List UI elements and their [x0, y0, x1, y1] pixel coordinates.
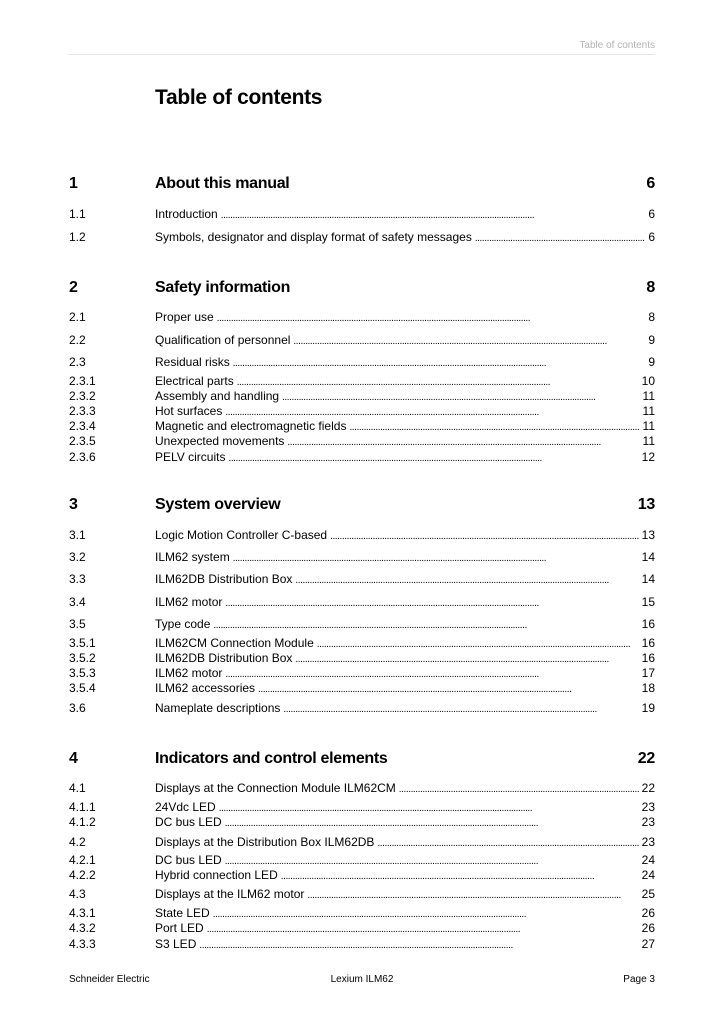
- chapter-number: 4: [69, 750, 78, 767]
- chapter-page: 6: [646, 175, 655, 192]
- entry-line: [155, 528, 655, 544]
- entry-title: ILM62DB Distribution Box: [155, 572, 293, 586]
- dot-leader: [317, 636, 639, 652]
- entry-number: 3.2: [69, 550, 86, 564]
- toc-entry[interactable]: [69, 404, 655, 419]
- entry-line: [155, 815, 655, 831]
- entry-number: 3.4: [69, 595, 86, 609]
- dot-leader: [199, 937, 638, 953]
- dot-leader: [307, 887, 638, 903]
- entry-page: 24: [641, 868, 655, 882]
- entry-page: 12: [641, 450, 655, 464]
- entry-number: 4.1.2: [69, 815, 96, 829]
- entry-title: DC bus LED: [155, 815, 222, 829]
- entry-number: 4.3.2: [69, 921, 96, 935]
- toc-entry[interactable]: [69, 868, 655, 883]
- dot-leader: [349, 419, 639, 435]
- entry-page: 16: [641, 617, 655, 631]
- chapter-page: 22: [637, 750, 655, 767]
- dot-leader: [295, 572, 638, 588]
- toc-entry[interactable]: [69, 450, 655, 465]
- entry-line: [155, 701, 655, 717]
- entry-title: Unexpected movements: [155, 434, 285, 448]
- dot-leader: [295, 651, 638, 667]
- entry-number: 4.2: [69, 835, 86, 849]
- toc-entry[interactable]: [69, 310, 655, 325]
- entry-line: [155, 374, 655, 390]
- entry-title: 24Vdc LED: [155, 800, 216, 814]
- entry-page: 6: [648, 207, 655, 221]
- toc-entry[interactable]: [69, 815, 655, 830]
- entry-page: 26: [641, 921, 655, 935]
- dot-leader: [287, 434, 639, 450]
- entry-line: [155, 868, 655, 884]
- entry-number: 4.2.2: [69, 868, 96, 882]
- entry-line: [155, 617, 655, 633]
- entry-line: [155, 651, 655, 667]
- entry-page: 8: [648, 310, 655, 324]
- entry-line: [155, 450, 655, 466]
- dot-leader: [225, 404, 639, 420]
- entry-number: 4.3.1: [69, 906, 96, 920]
- entry-title: Magnetic and electromagnetic fields: [155, 419, 347, 433]
- dot-leader: [225, 815, 639, 831]
- entry-number: 2.3.1: [69, 374, 96, 388]
- footer-company: Schneider Electric: [69, 974, 150, 985]
- entry-line: [155, 937, 655, 953]
- entry-page: 27: [641, 937, 655, 951]
- dot-leader: [225, 666, 638, 682]
- entry-line: [155, 853, 655, 869]
- entry-line: [155, 207, 655, 223]
- dot-leader: [377, 835, 638, 851]
- entry-line: [155, 404, 655, 420]
- entry-number: 2.3.2: [69, 389, 96, 403]
- entry-title: ILM62 motor: [155, 595, 223, 609]
- toc-entry[interactable]: [69, 333, 655, 348]
- entry-number: 2.2: [69, 333, 86, 347]
- toc-entry[interactable]: [69, 434, 655, 449]
- entry-page: 6: [648, 230, 655, 244]
- entry-number: 2.3: [69, 355, 86, 369]
- toc-chapter[interactable]: [69, 750, 655, 772]
- chapter-title: Safety information: [155, 279, 291, 296]
- chapter-title: Indicators and control elements: [155, 750, 388, 767]
- dot-leader: [225, 853, 639, 869]
- toc-entry[interactable]: [69, 572, 655, 587]
- toc-entry[interactable]: [69, 887, 655, 902]
- dot-leader: [233, 355, 646, 371]
- entry-page: 9: [648, 355, 655, 369]
- entry-line: [155, 887, 655, 903]
- entry-page: 23: [641, 835, 655, 849]
- toc-entry[interactable]: [69, 617, 655, 632]
- toc-entry[interactable]: [69, 207, 655, 222]
- dot-leader: [217, 310, 646, 326]
- chapter-page: 8: [646, 279, 655, 296]
- entry-page: 11: [642, 434, 655, 448]
- entry-title: Displays at the ILM62 motor: [155, 887, 305, 901]
- toc-entry[interactable]: [69, 681, 655, 696]
- toc-entry[interactable]: [69, 355, 655, 370]
- chapter-number: 2: [69, 279, 78, 296]
- dot-leader: [293, 333, 645, 349]
- entry-line: [155, 666, 655, 682]
- toc-entry[interactable]: [69, 666, 655, 681]
- chapter-title: About this manual: [155, 175, 290, 192]
- entry-number: 4.2.1: [69, 853, 96, 867]
- entry-title: ILM62 accessories: [155, 681, 256, 695]
- entry-page: 18: [641, 681, 655, 695]
- dot-leader: [283, 701, 638, 717]
- dot-leader: [475, 230, 645, 246]
- toc-entry[interactable]: [69, 595, 655, 610]
- entry-title: Residual risks: [155, 355, 230, 369]
- entry-page: 10: [641, 374, 655, 388]
- toc-entry[interactable]: [69, 636, 655, 651]
- entry-line: [155, 333, 655, 349]
- entry-page: 14: [641, 572, 655, 586]
- entry-title: Logic Motion Controller C-based: [155, 528, 328, 542]
- entry-number: 4.1: [69, 781, 86, 795]
- entry-title: State LED: [155, 906, 210, 920]
- entry-number: 3.5.3: [69, 666, 96, 680]
- toc-entry[interactable]: [69, 853, 655, 868]
- entry-page: 26: [641, 906, 655, 920]
- toc-chapter[interactable]: [69, 279, 655, 301]
- entry-title: Port LED: [155, 921, 204, 935]
- toc-entry[interactable]: [69, 389, 655, 404]
- entry-title: Electrical parts: [155, 374, 234, 388]
- entry-page: 9: [648, 333, 655, 347]
- dot-leader: [228, 450, 638, 466]
- chapter-number: 1: [69, 175, 78, 192]
- entry-number: 4.3.3: [69, 937, 96, 951]
- entry-title: Nameplate descriptions: [155, 701, 281, 715]
- toc-chapter[interactable]: [69, 496, 655, 518]
- entry-page: 23: [641, 800, 655, 814]
- entry-number: 2.3.5: [69, 434, 96, 448]
- entry-title: Proper use: [155, 310, 214, 324]
- entry-line: [155, 781, 655, 797]
- page-title: Table of contents: [155, 86, 323, 109]
- toc-entry[interactable]: [69, 419, 655, 434]
- toc-entry[interactable]: [69, 651, 655, 666]
- chapter-number: 3: [69, 496, 78, 513]
- dot-leader: [330, 528, 639, 544]
- entry-line: [155, 636, 655, 652]
- entry-number: 3.5.4: [69, 681, 96, 695]
- dot-leader: [225, 595, 638, 611]
- entry-title: ILM62 motor: [155, 666, 223, 680]
- entry-number: 3.5: [69, 617, 86, 631]
- entry-page: 11: [642, 404, 655, 418]
- entry-page: 16: [641, 636, 655, 650]
- entry-page: 22: [641, 781, 655, 795]
- toc-entry[interactable]: [69, 550, 655, 565]
- entry-title: Symbols, designator and display format of safety messages: [155, 230, 472, 244]
- entry-line: [155, 921, 655, 937]
- entry-page: 23: [641, 815, 655, 829]
- footer-page-number: Page 3: [623, 974, 655, 985]
- entry-title: Type code: [155, 617, 211, 631]
- toc-entry[interactable]: [69, 835, 655, 850]
- entry-title: ILM62CM Connection Module: [155, 636, 314, 650]
- dot-leader: [221, 207, 646, 223]
- toc-entry[interactable]: [69, 781, 655, 796]
- entry-title: S3 LED: [155, 937, 197, 951]
- entry-title: Displays at the Distribution Box ILM62DB: [155, 835, 375, 849]
- entry-title: Assembly and handling: [155, 389, 280, 403]
- header-divider: [69, 54, 655, 55]
- running-header: Table of contents: [579, 40, 655, 51]
- entry-title: Qualification of personnel: [155, 333, 291, 347]
- dot-leader: [207, 921, 639, 937]
- entry-number: 4.1.1: [69, 800, 96, 814]
- toc-chapter[interactable]: [69, 175, 655, 197]
- page-footer: [69, 974, 655, 988]
- entry-title: Displays at the Connection Module ILM62CM: [155, 781, 396, 795]
- entry-title: ILM62 system: [155, 550, 230, 564]
- dot-leader: [213, 617, 638, 633]
- entry-page: 25: [641, 887, 655, 901]
- entry-line: [155, 800, 655, 816]
- entry-line: [155, 835, 655, 851]
- entry-line: [155, 419, 655, 435]
- entry-number: 3.6: [69, 701, 86, 715]
- entry-title: DC bus LED: [155, 853, 222, 867]
- entry-number: 3.5.2: [69, 651, 96, 665]
- chapter-page: 13: [637, 496, 655, 513]
- entry-number: 4.3: [69, 887, 86, 901]
- toc-entry[interactable]: [69, 921, 655, 936]
- entry-title: Introduction: [155, 207, 218, 221]
- toc-entry[interactable]: [69, 374, 655, 389]
- entry-line: [155, 310, 655, 326]
- entry-line: [155, 434, 655, 450]
- footer-product: Lexium ILM62: [330, 974, 394, 985]
- entry-number: 2.3.3: [69, 404, 96, 418]
- entry-line: [155, 681, 655, 697]
- dot-leader: [282, 389, 639, 405]
- entry-number: 2.3.4: [69, 419, 96, 433]
- entry-line: [155, 550, 655, 566]
- entry-number: 3.3: [69, 572, 86, 586]
- entry-page: 17: [641, 666, 655, 680]
- dot-leader: [258, 681, 639, 697]
- entry-title: Hybrid connection LED: [155, 868, 278, 882]
- toc-entry[interactable]: [69, 528, 655, 543]
- entry-title: ILM62DB Distribution Box: [155, 651, 293, 665]
- entry-number: 1.1: [69, 207, 86, 221]
- dot-leader: [219, 800, 639, 816]
- toc-entry[interactable]: [69, 701, 655, 716]
- entry-page: 16: [641, 651, 655, 665]
- entry-page: 14: [641, 550, 655, 564]
- entry-line: [155, 572, 655, 588]
- entry-number: 2.1: [69, 310, 86, 324]
- dot-leader: [399, 781, 639, 797]
- entry-title: Hot surfaces: [155, 404, 223, 418]
- dot-leader: [281, 868, 639, 884]
- toc-entry[interactable]: [69, 230, 655, 245]
- entry-line: [155, 230, 655, 246]
- entry-number: 2.3.6: [69, 450, 96, 464]
- entry-number: 1.2: [69, 230, 86, 244]
- entry-number: 3.5.1: [69, 636, 96, 650]
- toc-entry[interactable]: [69, 906, 655, 921]
- entry-number: 3.1: [69, 528, 86, 542]
- dot-leader: [213, 906, 639, 922]
- chapter-title: System overview: [155, 496, 281, 513]
- dot-leader: [237, 374, 639, 390]
- toc-entry[interactable]: [69, 937, 655, 952]
- entry-line: [155, 906, 655, 922]
- entry-line: [155, 595, 655, 611]
- entry-page: 24: [641, 853, 655, 867]
- entry-page: 11: [642, 389, 655, 403]
- entry-line: [155, 389, 655, 405]
- entry-page: 11: [642, 419, 655, 433]
- entry-title: PELV circuits: [155, 450, 226, 464]
- dot-leader: [233, 550, 639, 566]
- entry-line: [155, 355, 655, 371]
- entry-page: 19: [641, 701, 655, 715]
- toc-entry[interactable]: [69, 800, 655, 815]
- entry-page: 15: [641, 595, 655, 609]
- entry-page: 13: [641, 528, 655, 542]
